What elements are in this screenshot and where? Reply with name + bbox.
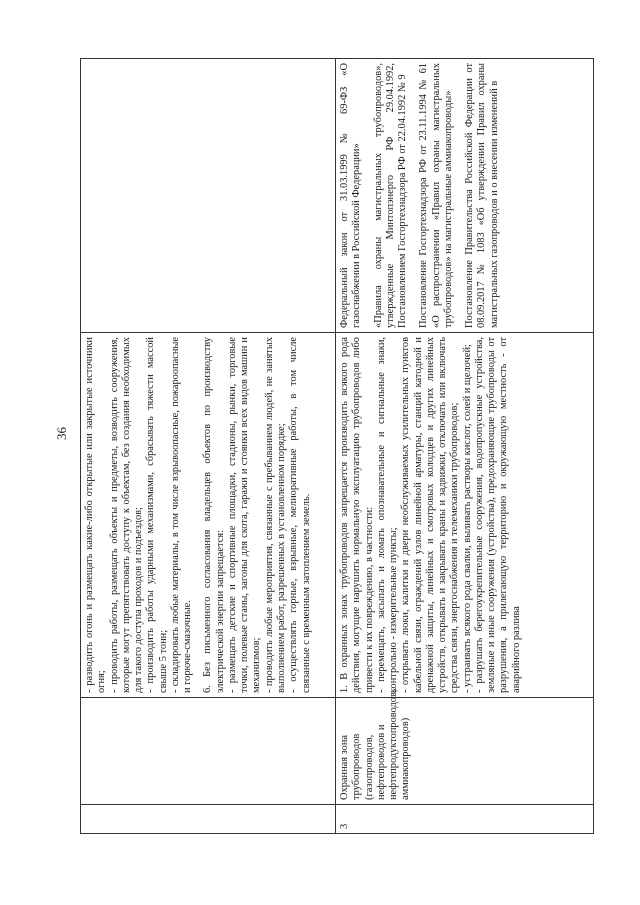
document-reference: Постановление Правительства Российской Федерации от 08.09.2017 № 1083 «Об утверждении Правил охраны магистральных газопроводов и о внесении изменений в (464, 63, 500, 328)
document-reference: Федеральный закон от 31.03.1999 № 69-ФЗ «О газоснабжении в Российской Федерации» (339, 63, 363, 328)
requirement-item: 1. В охранных зонах трубопроводов запрещается производить всякого рода действия, могущие нарушить нормальную эксплуатацию трубопроводов либо привести к их повреждению, в частности: (339, 337, 375, 693)
requirement-item: 6. Без письменного согласования владельцев объектов по производству электрической энергии запрещается: (202, 337, 226, 693)
table-row (81, 59, 336, 834)
documents-cell (81, 59, 336, 333)
requirement-item: - устраивать всякого рода свалки, выливать растворы кислот, солей и щелочей; (461, 344, 473, 693)
requirement-item: - открывать люки, калитки и двери необслуживаемых усилительных пунктов кабельной связи, ограждений узлов линейной арматуры, станций катодной и дренажной защиты, линейных и смотровых колодцев и других линейных устройств, открывать и закрывать краны и задвижки, отключать или включать средства связи, энергоснабжения и телемеханики трубопроводов; (400, 337, 461, 693)
requirements-cell (81, 333, 336, 698)
paragraph-gap (194, 337, 202, 693)
requirement-item: - перемещать, засыпать и ломать опознавательные и сигнальные знаки, контрольно - измерительные пункты; (375, 337, 400, 693)
requirement-item: - размещать детские и спортивные площадки, стадионы, рынки, торговые точки, полевые станы, загоны для скота, гаражи и стоянки всех видов машин и механизмов; (226, 337, 263, 693)
requirement-item: - складировать любые материалы, в том числе взрывоопасные, пожароопасные и горюче-смазочные. (169, 337, 194, 693)
page-number: 36 (54, 427, 69, 440)
row-number-cell: 3 (336, 805, 594, 834)
documents-cell (336, 59, 594, 333)
table-row (336, 59, 594, 834)
requirements-cell (336, 333, 594, 698)
requirement-item: - проводить работы, размещать объекты и предметы, возводить сооружения, которые могут препятствовать доступу к объектам, без создания необходимых для такого доступа проходов и подъездов; (108, 337, 145, 693)
requirement-item: - производить работы ударными механизмами, сбрасывать тяжести массой свыше 5 тонн; (145, 337, 169, 693)
zone-name-cell (81, 698, 336, 805)
requirement-item: - разрушать берегоукрепительные сооружения, водопропускные устройства, земляные и иные сооружения (устройства), предохраняющие трубопроводы от разрушения, а прилегающую территорию и окружающую местность - от аварийного разлива (473, 337, 522, 693)
rotated-page (80, 58, 594, 834)
requirement-item: - осуществлять горные, взрывные, мелиоративные работы, в том числе связанные с временным затоплением земель. (288, 337, 312, 693)
document-reference: «Правила охраны магистральных трубопроводов», утвержденные Минтопэнерго РФ 29.04.1992, Постановлением Госгортехнадзора РФ от 22.04.1992 № 9 (372, 63, 409, 328)
requirement-item: - проводить любые мероприятия, связанные с пребыванием людей, не занятых выполнением работ, разрешенных в установленном порядке; (263, 337, 287, 693)
zones-table (80, 58, 594, 834)
zone-name-cell: Охранная зона трубопроводов (газопроводов, нефтепроводов и нефтепродуктопроводов, аммиакопроводов) (336, 698, 594, 805)
document-reference: Постановление Госгортехнадзора РФ от 23.11.1994 № 61 «О распространении «Правил охраны магистральных трубопроводов» на магистральные аммиакопроводы» (418, 63, 454, 328)
requirement-item: - разводить огонь и размещать какие-либо открытые или закрытые источники огня; (84, 337, 108, 693)
row-number-cell (81, 805, 336, 834)
